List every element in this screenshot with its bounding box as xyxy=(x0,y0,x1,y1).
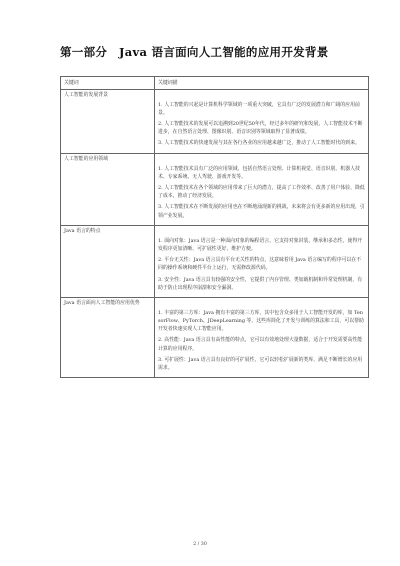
row-description-cell xyxy=(155,297,369,377)
table-header-row xyxy=(61,77,369,90)
description-paragraph: 2. 人工智能技术的发展可以追溯到20世纪50年代，经过多年的研究和发展，人工智能技术不断进步，在自然语言处理、图像识别、语音识别等领域取得了显著成绩。 xyxy=(158,121,363,136)
header-cell-keyword: 关键词 xyxy=(61,77,155,90)
cell-spacer xyxy=(158,91,365,101)
row-description-cell xyxy=(155,225,369,297)
description-paragraph: 3. 人工智能技术的快速发展与其在各行各业的应用越来越广泛，推动了人工智能时代的到来。 xyxy=(158,140,360,147)
description-paragraph: 2. 平台无关性：Java 语言具有平台无关性的特点，这意味着用 Java 语言编写的程序可以在不同的操作系统和硬件平台上运行，无需修改源代码。 xyxy=(158,257,362,272)
description-paragraph: 1. 丰富的第三方库：Java 拥有丰富的第三方库，其中包含众多用于人工智能开发的库，如 TensorFlow、PyTorch、JDeepLearning 等，这些库简化了开发与训练的算法和工具，可以帮助开发者快速实现人工智能应用。 xyxy=(158,310,364,333)
content-table xyxy=(60,76,369,378)
description-paragraph: 3. 安全性：Java 语言具有较强的安全性，它提供了内存管理、类加载机制和异常处理机制，有助于防止出现程序崩溃和安全漏洞。 xyxy=(158,276,363,291)
table-row xyxy=(61,153,369,225)
row-keyword-cell xyxy=(61,153,155,225)
description-paragraph: 1. 人工智能的兴起是计算机科学领域的一项重大突破，它具有广泛的发展潜力和广阔的应用前景。 xyxy=(158,102,360,117)
cell-spacer xyxy=(158,299,365,309)
table-row xyxy=(61,89,369,153)
table-row xyxy=(61,297,369,377)
cell-spacer xyxy=(158,155,365,165)
table-row xyxy=(61,225,369,297)
description-paragraph: 2. 高性能：Java 语言具有高性能的特点，它可以有效地处理大量数据，适合于开发需要高性能计算的应用程序。 xyxy=(158,337,363,352)
description-paragraph: 1. 人工智能技术具有广泛的应用领域，包括自然语言处理、计算机视觉、语音识别、机器人技术、专家系统、无人驾驶、游戏开发等。 xyxy=(158,166,360,181)
row-keyword-cell xyxy=(61,297,155,377)
description-paragraph: 1. 面向对象：Java 语言是一种面向对象的编程语言，它支持对象封装、继承和多态性，使得开发程序更加清晰、可扩展性更好、维护方便。 xyxy=(158,238,363,253)
description-paragraph: 2. 人工智能技术在各个领域的应用带来了巨大的潜力，提高了工作效率、改善了用户体验、降低了成本，推动了经济发展。 xyxy=(158,185,365,200)
row-keyword: 人工智能的应用领域 xyxy=(64,156,109,163)
row-keyword: Java 语言的特点 xyxy=(64,228,101,235)
row-keyword-cell xyxy=(61,225,155,297)
description-paragraph: 3. 人工智能技术在不断发展的应用也在不断地涌现新的挑战，未来将会有更多新的应用出现，引领产业发展。 xyxy=(158,204,365,219)
row-description-cell xyxy=(155,89,369,153)
row-keyword: Java 语言面向人工智能的应用优势 xyxy=(64,300,140,307)
page-title: 第一部分 Java 语言面向人工智能的应用开发背景 xyxy=(60,45,329,59)
row-description-cell xyxy=(155,153,369,225)
row-keyword: 人工智能的发展背景 xyxy=(64,92,109,99)
cell-spacer xyxy=(158,227,365,237)
description-paragraph: 3. 可扩展性：Java 语言具有良好的可扩展性，它可以轻松扩展新的类库，满足不断增长的应用需求。 xyxy=(158,356,363,371)
header-cell-description: 关键词描 xyxy=(155,77,369,90)
row-keyword-cell xyxy=(61,89,155,153)
page-number: 2 / 30 xyxy=(193,542,207,547)
